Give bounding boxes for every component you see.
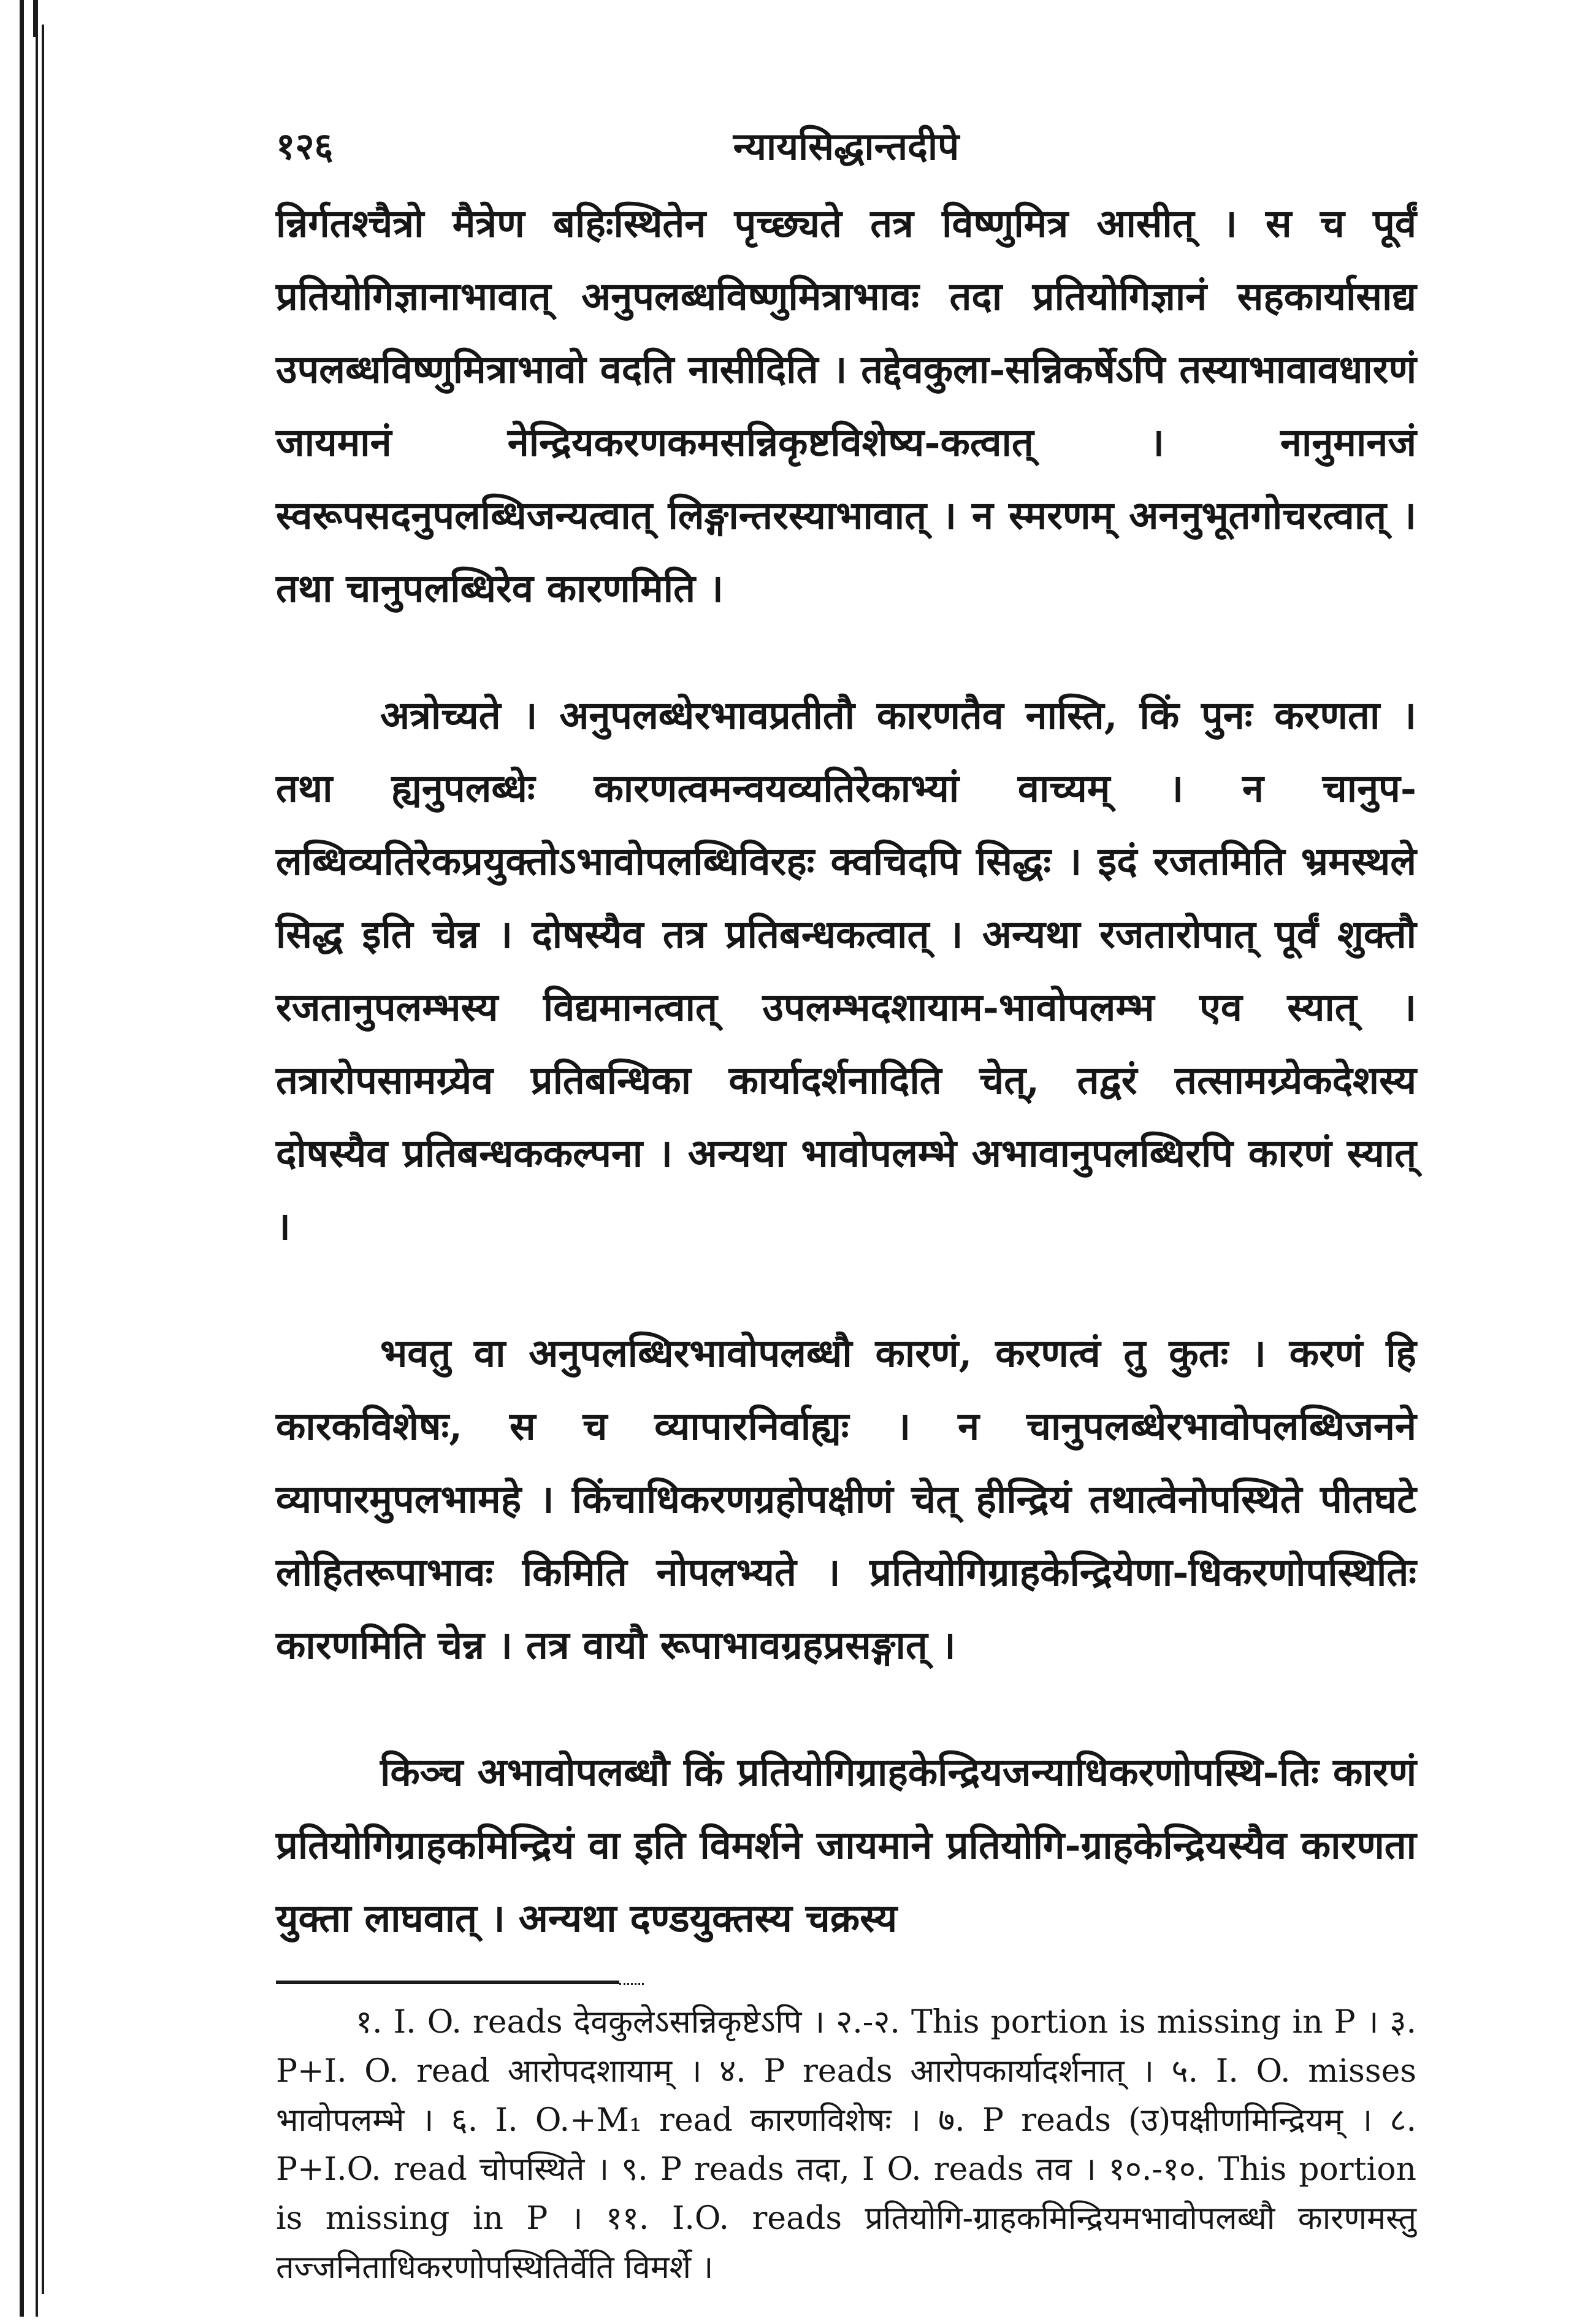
- page-number: १२६: [276, 125, 334, 168]
- paragraph-3: भवतु वा अनुपलब्धिरभावोपलब्धौ कारणं, करणत्वं तु कुतः । करणं हि कारकविशेषः, स च व्यापारनिर्वाह्यः । न चानुपलब्धेरभावोपलब्धिजनने व्यापारमुपलभामहे । किंचाधिकरणग्रहोपक्षीणं चेत् हीन्द्रियं तथात्वेनोपस्थिते पीतघटे लोहितरूपाभावः किमिति नोपलभ्यते । प्रतियोगिग्राहकेन्द्रियेणा-धिकरणोपस्थितिः कारणमिति चेन्न । तत्र वायौ रूपाभावग्रहप्रसङ्गात् ।: [276, 1330, 1416, 1668]
- paragraph-2: अत्रोच्यते । अनुपलब्धेरभावप्रतीतौ कारणतैव नास्ति, किं पुनः करणता । तथा ह्यनुपलब्धेः कारणत्वमन्वयव्यतिरेकाभ्यां वाच्यम् । न चानुप-लब्धिव्यतिरेकप्रयुक्तोऽभावोपलब्धिविरहः क्वचिदपि सिद्धः । इदं रजतमिति भ्रमस्थले सिद्ध इति चेन्न । दोषस्यैव तत्र प्रतिबन्धकत्वात् । अन्यथा रजतारोपात् पूर्वं शुक्तौ रजतानुपलम्भस्य विद्यमानत्वात् उपलम्भदशायाम-भावोपलम्भ एव स्यात् । तत्रारोपसामग्र्येव प्रतिबन्धिका कार्यादर्शनादिति चेत्, तद्वरं तत्सामग्र्येकदेशस्य दोषस्यैव प्रतिबन्धककल्पना । अन्यथा भावोपलम्भे अभावानुपलब्धिरपि कारणं स्यात् ।: [276, 692, 1416, 1249]
- paragraph-1: न्निर्गतश्चैत्रो मैत्रेण बहिःस्थितेन पृच्छ्यते तत्र विष्णुमित्र आसीत् । स च पूर्वं प्रतियोगिज्ञानाभावात् अनुपलब्धविष्णुमित्राभावः तदा प्रतियोगिज्ञानं सहकार्यासाद्य उपलब्धविष्णुमित्राभावो वदति नासीदिति । तद्देवकुला-सन्निकर्षेऽपि तस्याभावावधारणं जायमानं नेन्द्रियकरणकमसन्निकृष्टविशेष्य-कत्वात् । नानुमानजं स्वरूपसदनुपलब्धिजन्यत्वात् लिङ्गान्तरस्याभावात् । न स्मरणम् अननुभूतगोचरत्वात् । तथा चानुपलब्धिरेव कारणमिति ।: [276, 201, 1416, 611]
- book-page: [276, 120, 1416, 2324]
- footnotes: १. I. O. reads देवकुलेऽसन्निकृष्टेऽपि । २.-२. This portion is missing in P । ३. P+I. O. read आरोपदशायाम् । ४. P reads आरोपकार्यादर्शनात् । ५. I. O. misses भावोपलम्भे । ६. I. O.+M₁ read कारणविशेषः । ७. P reads (उ)पक्षीणमिन्द्रियम् । ८. P+I.O. read चोपस्थिते । ९. P reads तदा, I O. reads तव । १०.-१०. This portion is missing in P । ११. I.O. reads प्रतियोगि-ग्राहकमिन्द्रियमभावोपलब्धौ कारणमस्तु तज्जनिताधिकरणोपस्थितिर्वेति विमर्शे ।: [276, 2004, 1416, 2286]
- binding-edge-line: [42, 25, 44, 2294]
- binding-edge-mark: [15, 0, 36, 37]
- page-header: [276, 120, 1416, 187]
- binding-edge-line: [20, 0, 24, 2317]
- running-head: न्यायसिद्धान्तदीपे: [733, 124, 960, 169]
- footnote-divider: [276, 1981, 619, 1984]
- paragraph-4: किञ्च अभावोपलब्धौ किं प्रतियोगिग्राहकेन्द्रियजन्याधिकरणोपस्थि-तिः कारणं प्रतियोगिग्राहकमिन्द्रियं वा इति विमर्शने जायमाने प्रतियोगि-ग्राहकेन्द्रियस्यैव कारणता युक्ता लाघवात् । अन्यथा दण्डयुक्तस्य चक्रस्य: [276, 1749, 1416, 1941]
- binding-edge-line: [36, 0, 38, 2317]
